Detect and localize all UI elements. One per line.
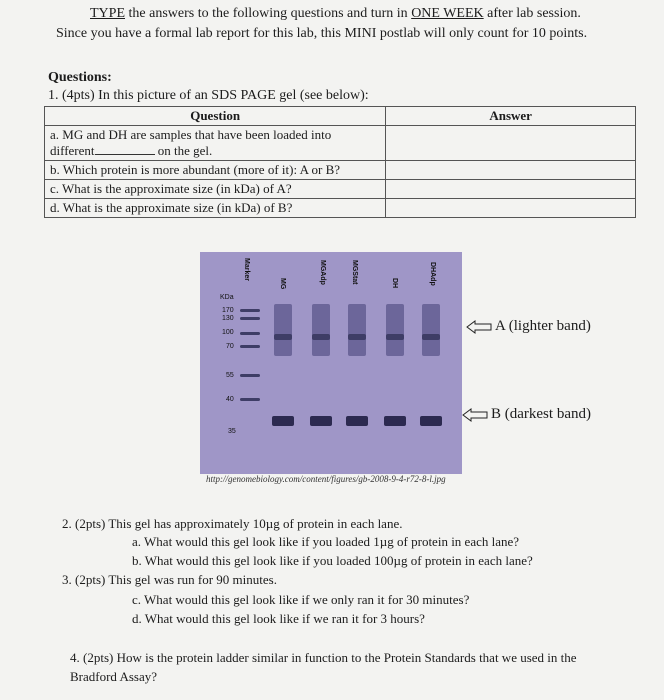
table-header-row [45,107,636,126]
band-b-label: B (darkest band) [491,406,591,422]
left-arrow-icon [462,408,488,422]
band-a-mg [274,334,292,340]
marker-band [240,398,260,401]
question-b-cell: b. Which protein is more abundant (more of it): A or B? [45,161,386,180]
question-a-cell [45,126,386,161]
question-4-line-1: 4. (2pts) How is the protein ladder similar in function to the Protein Standards that we used in the [70,650,577,665]
left-arrow-icon [466,320,492,334]
band-a-dhadp [422,334,440,340]
sds-page-gel-image [200,252,462,474]
question-a-different: different [50,143,95,158]
marker-band [240,309,260,312]
lane-label-mg: MG [279,278,286,290]
lane-dhadp-smear [422,304,440,356]
marker-band [240,317,260,320]
band-a-annotation [466,318,591,335]
kda-tick-170: 170 [222,307,234,314]
table-row [45,126,636,161]
kda-tick-40: 40 [226,396,234,403]
question-a-line-1: a. MG and DH are samples that have been loaded into [50,127,332,142]
kda-tick-130: 130 [222,315,234,322]
marker-band [240,374,260,377]
band-a-mgstat [348,334,366,340]
band-b-dh [384,416,406,426]
band-b-mgstat [346,416,368,426]
question-column-header: Question [45,107,386,126]
question-1-label: 1. (4pts) In this picture of an SDS PAGE gel (see below): [48,88,369,103]
fill-in-blank[interactable] [95,144,155,155]
lane-label-mgadp: MGAdp [319,260,326,285]
band-b-dhadp [420,416,442,426]
lane-label-dh: DH [391,278,398,289]
table-row [45,161,636,180]
question-2a: a. What would this gel look like if you loaded 1µg of protein in each lane? [132,534,520,549]
question-4-line-2: Bradford Assay? [70,669,158,684]
question-c-cell: c. What is the approximate size (in kDa) of A? [45,180,386,199]
table-row [45,180,636,199]
lane-mgstat-smear [348,304,366,356]
kda-header: KDa [220,294,234,301]
lane-label-marker: Marker [243,258,250,281]
one-week-emphasis: ONE WEEK [411,6,484,21]
question-a-line-2 [50,143,380,159]
band-a-dh [386,334,404,340]
lane-mg-smear [274,304,292,356]
questions-heading: Questions: [48,70,112,85]
intro-line-1 [90,6,581,22]
question-1-table [44,106,636,218]
question-3d: d. What would this gel look like if we ran it for 3 hours? [132,611,425,626]
kda-tick-100: 100 [222,329,234,336]
kda-tick-55: 55 [226,372,234,379]
question-3-label: 3. (2pts) This gel was run for 90 minutes. [62,572,277,587]
answer-c-cell[interactable] [386,180,636,199]
answer-b-cell[interactable] [386,161,636,180]
gel-image-caption: http://genomebiology.com/content/figures/gb-2008-9-4-r72-8-l.jpg [206,474,446,484]
answer-column-header: Answer [386,107,636,126]
table-row [45,199,636,218]
kda-tick-70: 70 [226,343,234,350]
band-b-mgadp [310,416,332,426]
band-b-mg [272,416,294,426]
answer-d-cell[interactable] [386,199,636,218]
marker-band [240,332,260,335]
marker-band [240,345,260,348]
band-b-annotation [462,406,591,423]
question-3c: c. What would this gel look like if we only ran it for 30 minutes? [132,592,470,607]
band-a-label: A (lighter band) [495,318,591,334]
question-2b: b. What would this gel look like if you loaded 100µg of protein in each lane? [132,553,533,568]
question-d-cell: d. What is the approximate size (in kDa) of B? [45,199,386,218]
intro-line-1-b: after lab session. [483,6,581,21]
kda-tick-35: 35 [228,428,236,435]
lane-mgadp-smear [312,304,330,356]
question-2-label: 2. (2pts) This gel has approximately 10µg of protein in each lane. [62,516,403,531]
lane-label-dhadp: DHAdp [429,262,436,286]
type-emphasis: TYPE [90,6,125,21]
lane-label-mgstat: MGStat [351,260,358,285]
intro-line-2: Since you have a formal lab report for this lab, this MINI postlab will only count for 10 points. [56,26,588,41]
question-a-on-gel: on the gel. [157,143,213,158]
intro-line-1-a: the answers to the following questions and turn in [125,6,412,21]
band-a-mgadp [312,334,330,340]
answer-a-cell[interactable] [386,126,636,161]
lane-dh-smear [386,304,404,356]
